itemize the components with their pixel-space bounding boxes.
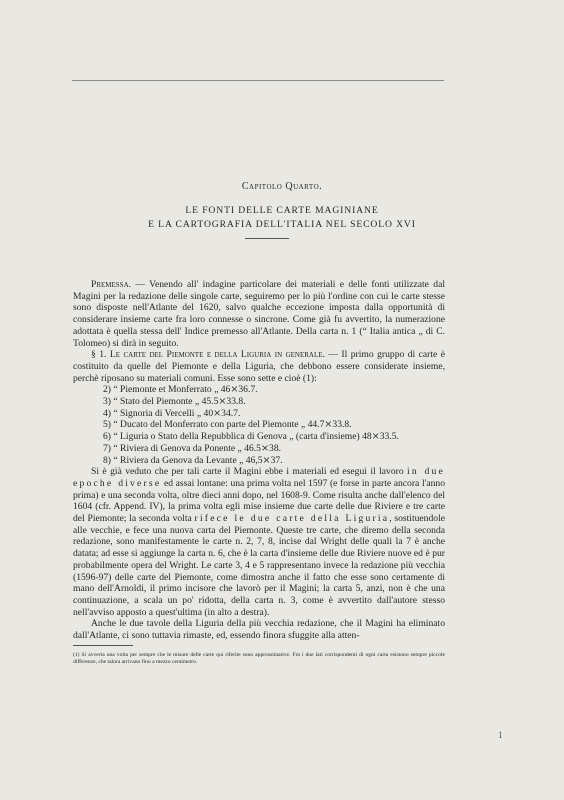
chapter-title-line-1: LE FONTI DELLE CARTE MAGINIANE — [185, 205, 379, 216]
chapter-title-line-2: E LA CARTOGRAFIA DELL'ITALIA NEL SECOLO XVI — [148, 219, 416, 230]
map-list — [73, 384, 445, 466]
footnote-rule — [73, 645, 133, 646]
spaced-text: rifece le due carte della Liguria — [194, 513, 390, 525]
text-run: ed assai lontane: una prima volta nel 1597 (e forse in parte ancora l'anno prima) e una seconda volta, oltre dieci anni dopo, nel 1608-9. Come risulta anche dall'elenco del 1604 (cfr. Append. IV), la prima volta egli mise insieme due carte delle due Riviere e tre carte del Piemonte; la seconda volta — [73, 477, 445, 525]
list-item: 6) “ Liguria o Stato della Repubblica di Genova „ (carta d'insieme) 48⨯33.5. — [103, 431, 399, 443]
list-item: 3) “ Stato del Piemonte „ 45.5⨯33.8. — [103, 396, 246, 408]
section-heading: Le carte del Piemonte e della Liguria in generale. — [109, 349, 325, 361]
list-item: 4) “ Signoria di Vercelli „ 40⨯34.7. — [103, 407, 241, 419]
footnote: (1) Si avverta una volta per sempre che le misure delle carte qui riferite sono approssimative. Fra i due lati corrispondenti di ogni carta esistono sempre piccole differenze, che talora arrivano fino a mezzo centimetro. — [73, 652, 445, 665]
section-text: — Il primo gruppo di carte è costituito da quelle del Piemonte e della Liguria, che debbono essere considerate insieme, perchè riposano su materiali comuni. Esse sono sette e cioè (1): — [73, 349, 445, 384]
title-rule — [245, 238, 289, 239]
third-paragraph: Anche le due tavole della Liguria della più vecchia redazione, che il Magini ha eliminato dall'Atlante, ci sono tuttavia rimaste, ed, essendo finora sfuggite alla atten- — [73, 618, 445, 642]
list-item: 7) “ Riviera di Genova da Ponente „ 46.5⨯38. — [103, 442, 282, 454]
header-rule — [72, 80, 444, 81]
page-number: 1 — [498, 730, 503, 740]
text-run: Si è già veduto che per tali carte il Magini ebbe i materiali ed eseguì il lavoro — [91, 466, 408, 478]
text-run: , sostituendole alle vecchie, e fece una nuova carta del Piemonte. Queste tre carte, che diremo della seconda redazione, sono manifestamente le carte n. 2, 7, 8, incise dal Wright delle quali la 7 è anche datata; ad esse si aggiunge la carta n. 6, che è la carta d'insieme delle due Riviere nuove ed è pur probabilmente opera del Wright. Le carte 3, 4 e 5 rappresentano invece la redazione più vecchia (1596-97) delle carte del Piemonte, come dimostra anche il fatto che esse sono certamente di mano dell'Arnoldi, il primo incisore che lavorò per il Magini; la carta 5, anzi, non è che una continuazione, a scala un po' ridotta, della carta n. 3, come è avvertito dall'autore stesso nell'avviso apposto a quest'ultima (in alto a destra). — [73, 513, 445, 618]
second-paragraph — [73, 466, 445, 618]
list-item: 5) “ Ducato del Monferrato con parte del Piemonte „ 44.7⨯33.8. — [103, 419, 352, 431]
spaced-text: in due epoche diverse — [73, 466, 445, 489]
list-item: 2) “ Piemonte et Monferrato „ 46⨯36.7. — [103, 384, 258, 396]
intro-text: — Venendo all' indagine particolare dei materiali e delle fonti utilizzate dal Magini per la redazione delle singole carte, seguiremo per lo più l'ordine con cui le carte stesse sono disposte nell'Atlante del 1620, salvo qualche eccezione imposta dalla opportunità di considerare insieme carte fra loro connesse o sincrone. Come già fu avvertito, la numerazione adottata è quella stessa dell' Indice premesso all'Atlante. Della carta n. 1 (“ Italia antica „ di C. Tolomeo) si dirà in seguito. — [73, 279, 445, 349]
intro-label: Premessa. — [91, 279, 132, 290]
section-1-paragraph — [73, 349, 445, 384]
list-item: 8) “ Riviera da Genova da Levante „ 46,5⨯37. — [103, 454, 283, 466]
section-number: § 1. — [91, 349, 107, 361]
chapter-title — [0, 204, 564, 232]
intro-paragraph — [73, 279, 445, 349]
body-text — [73, 279, 445, 642]
chapter-heading: Capitolo Quarto. — [241, 181, 323, 192]
